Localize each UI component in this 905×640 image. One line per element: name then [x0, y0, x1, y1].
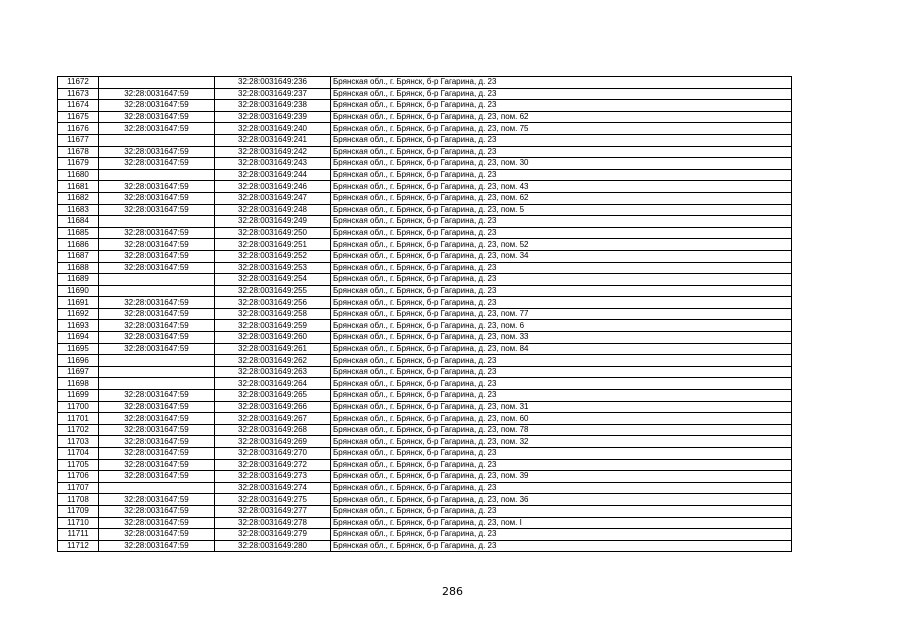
table-row [58, 169, 792, 181]
table-row [58, 123, 792, 135]
cadastral-number-cell: 32:28:0031649:247 [215, 192, 331, 204]
row-id-cell: 11707 [58, 482, 99, 494]
parent-cadastral-cell: 32:28:0031647:59 [99, 204, 215, 216]
address-cell: Брянская обл., г. Брянск, б-р Гагарина, д. 23, пом. I [331, 517, 792, 529]
row-id-cell: 11702 [58, 424, 99, 436]
cadastral-number-cell: 32:28:0031649:267 [215, 413, 331, 425]
parent-cadastral-cell: 32:28:0031647:59 [99, 471, 215, 483]
cadastral-number-cell: 32:28:0031649:249 [215, 216, 331, 228]
address-cell: Брянская обл., г. Брянск, б-р Гагарина, д. 23, пом. 43 [331, 181, 792, 193]
table-row [58, 192, 792, 204]
table-row [58, 540, 792, 552]
cadastral-number-cell: 32:28:0031649:238 [215, 100, 331, 112]
row-id-cell: 11679 [58, 158, 99, 170]
address-cell: Брянская обл., г. Брянск, б-р Гагарина, д. 23, пом. 34 [331, 250, 792, 262]
row-id-cell: 11678 [58, 146, 99, 158]
row-id-cell: 11672 [58, 77, 99, 89]
table-row [58, 494, 792, 506]
address-cell: Брянская обл., г. Брянск, б-р Гагарина, д. 23 [331, 297, 792, 309]
address-cell: Брянская обл., г. Брянск, б-р Гагарина, д. 23, пом. 6 [331, 320, 792, 332]
address-cell: Брянская обл., г. Брянск, б-р Гагарина, д. 23, пом. 5 [331, 204, 792, 216]
table-row [58, 216, 792, 228]
table-row [58, 355, 792, 367]
row-id-cell: 11687 [58, 250, 99, 262]
cadastral-number-cell: 32:28:0031649:280 [215, 540, 331, 552]
cadastral-number-cell: 32:28:0031649:253 [215, 262, 331, 274]
table-row [58, 77, 792, 89]
address-cell: Брянская обл., г. Брянск, б-р Гагарина, д. 23 [331, 366, 792, 378]
address-cell: Брянская обл., г. Брянск, б-р Гагарина, д. 23, пом. 77 [331, 308, 792, 320]
address-cell: Брянская обл., г. Брянск, б-р Гагарина, д. 23 [331, 100, 792, 112]
row-id-cell: 11694 [58, 332, 99, 344]
row-id-cell: 11691 [58, 297, 99, 309]
row-id-cell: 11703 [58, 436, 99, 448]
row-id-cell: 11698 [58, 378, 99, 390]
parent-cadastral-cell: 32:28:0031647:59 [99, 111, 215, 123]
table-row [58, 505, 792, 517]
address-cell: Брянская обл., г. Брянск, б-р Гагарина, д. 23 [331, 390, 792, 402]
table-row [58, 401, 792, 413]
cadastral-number-cell: 32:28:0031649:270 [215, 448, 331, 460]
parent-cadastral-cell: 32:28:0031647:59 [99, 262, 215, 274]
address-cell: Брянская обл., г. Брянск, б-р Гагарина, д. 23 [331, 146, 792, 158]
address-cell: Брянская обл., г. Брянск, б-р Гагарина, д. 23 [331, 227, 792, 239]
table-row [58, 239, 792, 251]
address-cell: Брянская обл., г. Брянск, б-р Гагарина, д. 23, пом. 52 [331, 239, 792, 251]
table-row [58, 285, 792, 297]
parent-cadastral-cell: 32:28:0031647:59 [99, 239, 215, 251]
row-id-cell: 11695 [58, 343, 99, 355]
table-row [58, 158, 792, 170]
row-id-cell: 11674 [58, 100, 99, 112]
row-id-cell: 11712 [58, 540, 99, 552]
address-cell: Брянская обл., г. Брянск, б-р Гагарина, д. 23 [331, 285, 792, 297]
cadastral-number-cell: 32:28:0031649:236 [215, 77, 331, 89]
address-cell: Брянская обл., г. Брянск, б-р Гагарина, д. 23 [331, 262, 792, 274]
cadastral-number-cell: 32:28:0031649:273 [215, 471, 331, 483]
table-row [58, 100, 792, 112]
table-row [58, 413, 792, 425]
parent-cadastral-cell: 32:28:0031647:59 [99, 390, 215, 402]
address-cell: Брянская обл., г. Брянск, б-р Гагарина, д. 23, пом. 31 [331, 401, 792, 413]
parent-cadastral-cell: 32:28:0031647:59 [99, 517, 215, 529]
address-cell: Брянская обл., г. Брянск, б-р Гагарина, д. 23 [331, 88, 792, 100]
address-cell: Брянская обл., г. Брянск, б-р Гагарина, д. 23 [331, 529, 792, 541]
row-id-cell: 11684 [58, 216, 99, 228]
row-id-cell: 11685 [58, 227, 99, 239]
cadastral-number-cell: 32:28:0031649:258 [215, 308, 331, 320]
row-id-cell: 11682 [58, 192, 99, 204]
cadastral-number-cell: 32:28:0031649:279 [215, 529, 331, 541]
parent-cadastral-cell: 32:28:0031647:59 [99, 494, 215, 506]
parent-cadastral-cell: 32:28:0031647:59 [99, 100, 215, 112]
row-id-cell: 11681 [58, 181, 99, 193]
cadastral-number-cell: 32:28:0031649:268 [215, 424, 331, 436]
parent-cadastral-cell [99, 169, 215, 181]
parent-cadastral-cell [99, 366, 215, 378]
cadastral-number-cell: 32:28:0031649:250 [215, 227, 331, 239]
address-cell: Брянская обл., г. Брянск, б-р Гагарина, д. 23 [331, 482, 792, 494]
address-cell: Брянская обл., г. Брянск, б-р Гагарина, д. 23, пом. 36 [331, 494, 792, 506]
cadastral-number-cell: 32:28:0031649:269 [215, 436, 331, 448]
parent-cadastral-cell: 32:28:0031647:59 [99, 424, 215, 436]
parent-cadastral-cell: 32:28:0031647:59 [99, 308, 215, 320]
parent-cadastral-cell [99, 77, 215, 89]
table-row [58, 250, 792, 262]
table-row [58, 146, 792, 158]
table-row [58, 390, 792, 402]
row-id-cell: 11689 [58, 274, 99, 286]
parent-cadastral-cell: 32:28:0031647:59 [99, 158, 215, 170]
address-cell: Брянская обл., г. Брянск, б-р Гагарина, д. 23, пом. 62 [331, 192, 792, 204]
parent-cadastral-cell [99, 482, 215, 494]
row-id-cell: 11675 [58, 111, 99, 123]
parent-cadastral-cell: 32:28:0031647:59 [99, 88, 215, 100]
row-id-cell: 11673 [58, 88, 99, 100]
row-id-cell: 11711 [58, 529, 99, 541]
address-cell: Брянская обл., г. Брянск, б-р Гагарина, д. 23, пом. 32 [331, 436, 792, 448]
parent-cadastral-cell: 32:28:0031647:59 [99, 448, 215, 460]
cadastral-number-cell: 32:28:0031649:265 [215, 390, 331, 402]
table-row [58, 517, 792, 529]
table-row [58, 227, 792, 239]
table-row [58, 378, 792, 390]
parent-cadastral-cell: 32:28:0031647:59 [99, 529, 215, 541]
parent-cadastral-cell: 32:28:0031647:59 [99, 320, 215, 332]
table-row [58, 274, 792, 286]
cadastral-number-cell: 32:28:0031649:260 [215, 332, 331, 344]
table-row [58, 181, 792, 193]
row-id-cell: 11710 [58, 517, 99, 529]
parent-cadastral-cell [99, 378, 215, 390]
address-cell: Брянская обл., г. Брянск, б-р Гагарина, д. 23 [331, 355, 792, 367]
row-id-cell: 11686 [58, 239, 99, 251]
address-cell: Брянская обл., г. Брянск, б-р Гагарина, д. 23, пом. 75 [331, 123, 792, 135]
cadastral-number-cell: 32:28:0031649:275 [215, 494, 331, 506]
table-row [58, 262, 792, 274]
table-row [58, 88, 792, 100]
row-id-cell: 11704 [58, 448, 99, 460]
table-row [58, 297, 792, 309]
table-row [58, 308, 792, 320]
cadastral-number-cell: 32:28:0031649:259 [215, 320, 331, 332]
cadastral-number-cell: 32:28:0031649:261 [215, 343, 331, 355]
parent-cadastral-cell: 32:28:0031647:59 [99, 297, 215, 309]
parent-cadastral-cell: 32:28:0031647:59 [99, 413, 215, 425]
table-row [58, 134, 792, 146]
address-cell: Брянская обл., г. Брянск, б-р Гагарина, д. 23 [331, 540, 792, 552]
address-cell: Брянская обл., г. Брянск, б-р Гагарина, д. 23 [331, 448, 792, 460]
address-cell: Брянская обл., г. Брянск, б-р Гагарина, д. 23 [331, 378, 792, 390]
table-row [58, 320, 792, 332]
parent-cadastral-cell: 32:28:0031647:59 [99, 146, 215, 158]
table-row [58, 332, 792, 344]
table-row [58, 111, 792, 123]
cadastral-number-cell: 32:28:0031649:252 [215, 250, 331, 262]
cadastral-number-cell: 32:28:0031649:278 [215, 517, 331, 529]
row-id-cell: 11676 [58, 123, 99, 135]
row-id-cell: 11688 [58, 262, 99, 274]
parent-cadastral-cell: 32:28:0031647:59 [99, 343, 215, 355]
row-id-cell: 11680 [58, 169, 99, 181]
cadastral-number-cell: 32:28:0031649:240 [215, 123, 331, 135]
table-row [58, 343, 792, 355]
row-id-cell: 11706 [58, 471, 99, 483]
row-id-cell: 11709 [58, 505, 99, 517]
address-cell: Брянская обл., г. Брянск, б-р Гагарина, д. 23, пом. 62 [331, 111, 792, 123]
parent-cadastral-cell: 32:28:0031647:59 [99, 181, 215, 193]
table-row [58, 482, 792, 494]
table-row [58, 436, 792, 448]
row-id-cell: 11708 [58, 494, 99, 506]
row-id-cell: 11701 [58, 413, 99, 425]
page-number: 286 [442, 585, 463, 598]
row-id-cell: 11697 [58, 366, 99, 378]
parent-cadastral-cell [99, 355, 215, 367]
property-table-body [58, 77, 792, 552]
address-cell: Брянская обл., г. Брянск, б-р Гагарина, д. 23, пом. 60 [331, 413, 792, 425]
parent-cadastral-cell: 32:28:0031647:59 [99, 459, 215, 471]
table-row [58, 366, 792, 378]
cadastral-number-cell: 32:28:0031649:242 [215, 146, 331, 158]
address-cell: Брянская обл., г. Брянск, б-р Гагарина, д. 23 [331, 77, 792, 89]
address-cell: Брянская обл., г. Брянск, б-р Гагарина, д. 23, пом. 30 [331, 158, 792, 170]
cadastral-number-cell: 32:28:0031649:277 [215, 505, 331, 517]
parent-cadastral-cell: 32:28:0031647:59 [99, 250, 215, 262]
parent-cadastral-cell: 32:28:0031647:59 [99, 401, 215, 413]
parent-cadastral-cell: 32:28:0031647:59 [99, 505, 215, 517]
parent-cadastral-cell: 32:28:0031647:59 [99, 540, 215, 552]
row-id-cell: 11700 [58, 401, 99, 413]
row-id-cell: 11696 [58, 355, 99, 367]
row-id-cell: 11705 [58, 459, 99, 471]
cadastral-number-cell: 32:28:0031649:255 [215, 285, 331, 297]
address-cell: Брянская обл., г. Брянск, б-р Гагарина, д. 23, пом. 78 [331, 424, 792, 436]
cadastral-number-cell: 32:28:0031649:266 [215, 401, 331, 413]
address-cell: Брянская обл., г. Брянск, б-р Гагарина, д. 23 [331, 216, 792, 228]
table-row [58, 471, 792, 483]
parent-cadastral-cell [99, 216, 215, 228]
table-row [58, 448, 792, 460]
row-id-cell: 11677 [58, 134, 99, 146]
cadastral-number-cell: 32:28:0031649:256 [215, 297, 331, 309]
row-id-cell: 11690 [58, 285, 99, 297]
address-cell: Брянская обл., г. Брянск, б-р Гагарина, д. 23 [331, 459, 792, 471]
parent-cadastral-cell: 32:28:0031647:59 [99, 192, 215, 204]
address-cell: Брянская обл., г. Брянск, б-р Гагарина, д. 23 [331, 274, 792, 286]
cadastral-number-cell: 32:28:0031649:243 [215, 158, 331, 170]
parent-cadastral-cell [99, 285, 215, 297]
table-row [58, 459, 792, 471]
row-id-cell: 11693 [58, 320, 99, 332]
parent-cadastral-cell [99, 274, 215, 286]
parent-cadastral-cell: 32:28:0031647:59 [99, 436, 215, 448]
cadastral-number-cell: 32:28:0031649:241 [215, 134, 331, 146]
cadastral-number-cell: 32:28:0031649:264 [215, 378, 331, 390]
cadastral-number-cell: 32:28:0031649:248 [215, 204, 331, 216]
parent-cadastral-cell [99, 134, 215, 146]
address-cell: Брянская обл., г. Брянск, б-р Гагарина, д. 23 [331, 169, 792, 181]
table-row [58, 424, 792, 436]
cadastral-number-cell: 32:28:0031649:274 [215, 482, 331, 494]
property-table [57, 76, 792, 552]
address-cell: Брянская обл., г. Брянск, б-р Гагарина, д. 23, пом. 39 [331, 471, 792, 483]
parent-cadastral-cell: 32:28:0031647:59 [99, 332, 215, 344]
cadastral-number-cell: 32:28:0031649:246 [215, 181, 331, 193]
cadastral-number-cell: 32:28:0031649:244 [215, 169, 331, 181]
cadastral-number-cell: 32:28:0031649:251 [215, 239, 331, 251]
cadastral-number-cell: 32:28:0031649:272 [215, 459, 331, 471]
cadastral-number-cell: 32:28:0031649:263 [215, 366, 331, 378]
row-id-cell: 11699 [58, 390, 99, 402]
address-cell: Брянская обл., г. Брянск, б-р Гагарина, д. 23 [331, 134, 792, 146]
cadastral-number-cell: 32:28:0031649:239 [215, 111, 331, 123]
cadastral-number-cell: 32:28:0031649:254 [215, 274, 331, 286]
row-id-cell: 11692 [58, 308, 99, 320]
row-id-cell: 11683 [58, 204, 99, 216]
address-cell: Брянская обл., г. Брянск, б-р Гагарина, д. 23, пом. 33 [331, 332, 792, 344]
cadastral-number-cell: 32:28:0031649:262 [215, 355, 331, 367]
table-row [58, 529, 792, 541]
cadastral-number-cell: 32:28:0031649:237 [215, 88, 331, 100]
parent-cadastral-cell: 32:28:0031647:59 [99, 123, 215, 135]
address-cell: Брянская обл., г. Брянск, б-р Гагарина, д. 23, пом. 84 [331, 343, 792, 355]
table-row [58, 204, 792, 216]
parent-cadastral-cell: 32:28:0031647:59 [99, 227, 215, 239]
address-cell: Брянская обл., г. Брянск, б-р Гагарина, д. 23 [331, 505, 792, 517]
